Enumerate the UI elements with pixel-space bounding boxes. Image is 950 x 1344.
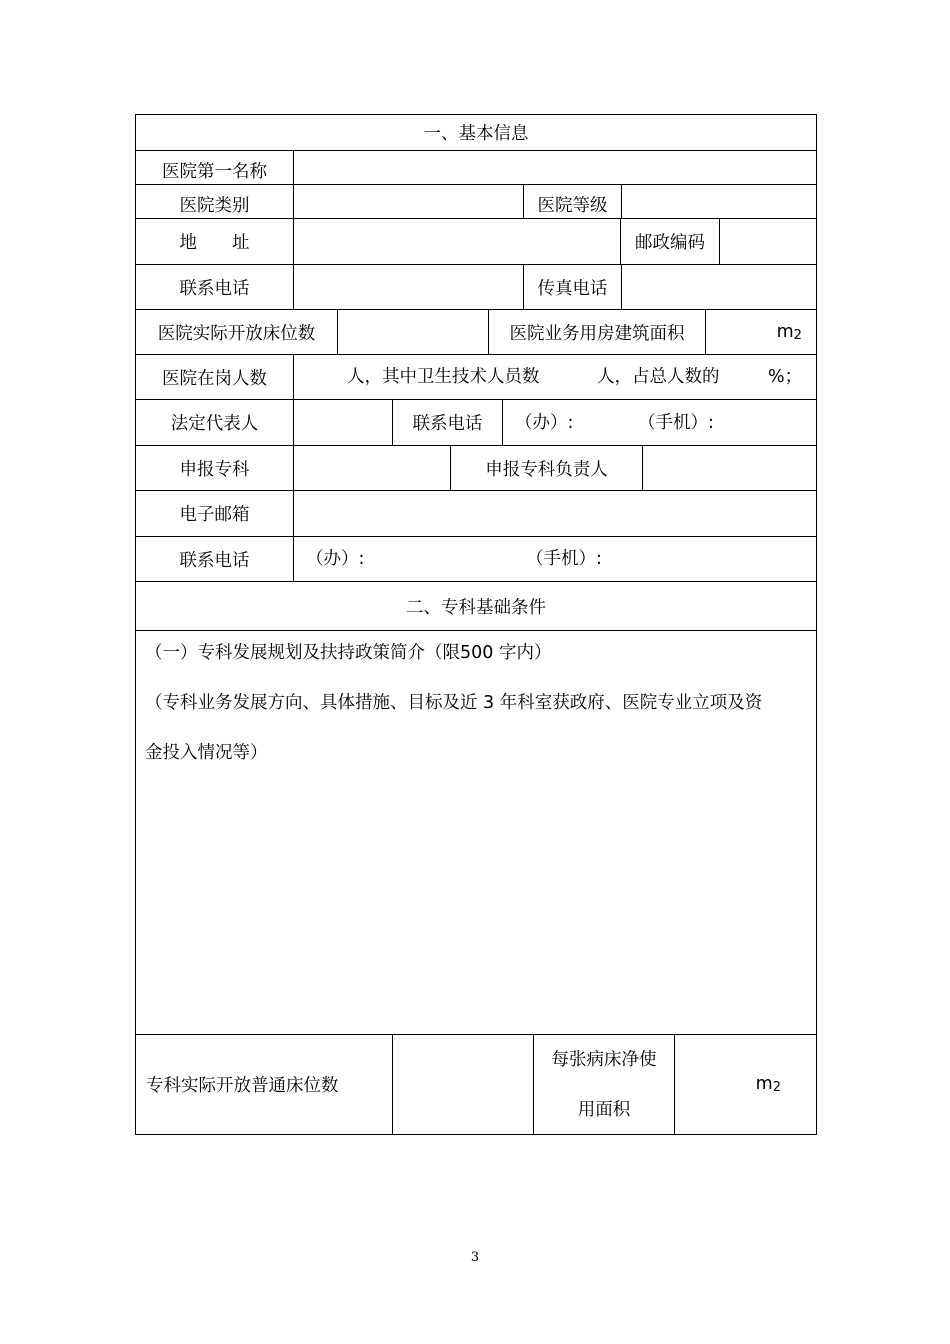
address-field[interactable]: [293, 218, 621, 265]
specialty-beds-label: [135, 1034, 393, 1135]
specialty-label: [135, 445, 294, 491]
specialty-field[interactable]: [293, 445, 451, 491]
specialty-beds-field[interactable]: [392, 1034, 534, 1135]
contact-phone2-field[interactable]: [293, 536, 817, 582]
postcode-label: [620, 218, 720, 265]
mobile-phone2-label: （手机）:: [526, 549, 602, 569]
staff-text-2: 人，占总人数的: [597, 367, 720, 387]
staff-count-label-text: 医院在岗人数: [162, 368, 267, 389]
mobile-phone-label: （手机）:: [638, 413, 714, 433]
plan-hint-line2: 金投入情况等）: [145, 743, 268, 763]
staff-count-field[interactable]: [293, 354, 817, 400]
section-specialty-basis-title: [135, 581, 817, 631]
contact-phone-label: [135, 264, 294, 310]
section-basic-info-title: [135, 114, 817, 151]
plan-hint-line1: （专科业务发展方向、具体措施、目标及近 3 年科室获政府、医院专业立项及资: [145, 693, 763, 713]
email-label: [135, 490, 294, 537]
specialty-beds-label-text: 专科实际开放普通床位数: [146, 1076, 339, 1096]
per-bed-area-label-line2: 用面积: [577, 1099, 631, 1120]
per-bed-area-field[interactable]: [674, 1034, 817, 1135]
area-unit: $m_2$: [776, 321, 802, 343]
email-field[interactable]: [293, 490, 817, 537]
staff-text-1: 人，其中卫生技术人员数: [347, 367, 540, 387]
plan-heading: （一）专科发展规划及扶持政策简介（限500 字内）: [145, 643, 552, 663]
legal-rep-field[interactable]: [293, 399, 393, 446]
hospital-type-field[interactable]: [293, 184, 524, 219]
specialty-label-text: 申报专科: [179, 459, 250, 480]
legal-rep-label: [135, 399, 294, 446]
legal-rep-label-text: 法定代表人: [170, 414, 259, 434]
per-bed-area-label-line1: 每张病床净使: [551, 1049, 657, 1070]
postcode-field[interactable]: [719, 218, 817, 265]
fax-label: [523, 264, 622, 310]
hospital-beds-label: [135, 309, 338, 355]
per-bed-area-label: [533, 1034, 675, 1135]
page-number: 3: [470, 1250, 480, 1265]
hospital-grade-field[interactable]: [621, 184, 817, 219]
fax-label-text: 传真电话: [537, 278, 608, 299]
application-form: [135, 114, 817, 1135]
building-area-field[interactable]: [705, 309, 817, 355]
legal-contact-field[interactable]: [502, 399, 817, 446]
office-phone2-label: （办）:: [306, 549, 365, 569]
office-phone-label: （办）:: [515, 413, 574, 433]
hospital-type-label: [135, 184, 294, 219]
hospital-name-field[interactable]: [293, 150, 817, 185]
specialty-head-label-text: 申报专科负责人: [485, 459, 608, 480]
specialty-plan-textarea[interactable]: [135, 630, 817, 1035]
postcode-label-text: 邮政编码: [635, 233, 705, 253]
hospital-beds-field[interactable]: [337, 309, 489, 355]
address-label-text: 地 址: [179, 233, 250, 253]
contact-phone2-label: [135, 536, 294, 582]
hospital-grade-label-text: 医院等级: [537, 196, 608, 216]
building-area-label-text: 医院业务用房建筑面积: [509, 323, 685, 344]
contact-phone-label-text: 联系电话: [179, 278, 250, 299]
contact-phone-field[interactable]: [293, 264, 524, 310]
staff-count-label: [135, 354, 294, 400]
specialty-head-field[interactable]: [642, 445, 817, 491]
legal-contact-label: [392, 399, 503, 446]
legal-contact-label-text: 联系电话: [412, 414, 483, 434]
hospital-beds-label-text: 医院实际开放床位数: [157, 323, 316, 344]
specialty-head-label: [450, 445, 643, 491]
section-title-text: 一、基本信息: [423, 124, 529, 144]
building-area-label: [488, 309, 706, 355]
area-unit-2: $m_2$: [755, 1074, 781, 1095]
hospital-name-label-text: 医院第一名称: [162, 162, 267, 182]
fax-field[interactable]: [621, 264, 817, 310]
address-label: [135, 218, 294, 265]
hospital-type-label-text: 医院类别: [179, 196, 250, 216]
contact-phone2-label-text: 联系电话: [179, 550, 250, 571]
email-label-text: 电子邮箱: [179, 505, 250, 525]
hospital-grade-label: [523, 184, 622, 219]
staff-text-3: %；: [768, 367, 803, 387]
section2-title-text: 二、专科基础条件: [406, 597, 546, 618]
hospital-name-label: [135, 150, 294, 185]
